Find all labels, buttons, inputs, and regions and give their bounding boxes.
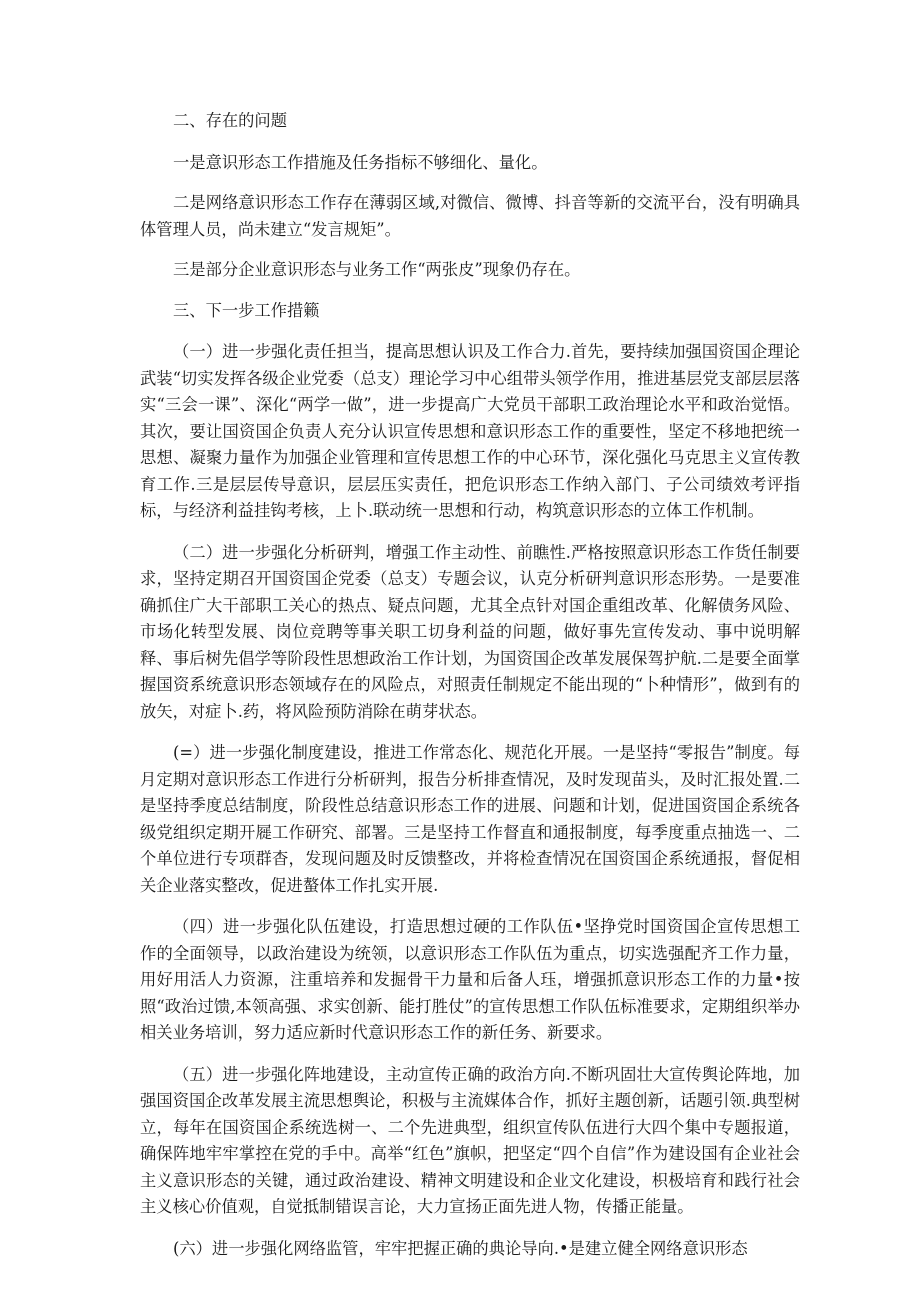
problem-item-1: 一是意识形态工作措施及任务指标不够细化、量化。 xyxy=(173,152,548,172)
measure-paragraph-1: （一）进一步强化责任担当，提高思想认识及工作合力.首先，要持续加强国资国企理论武装“切实发挥各级企业党委（总支）理论学习中心组带头领学作用，推进基层党支部层层落实“三会一课”、深化“两学一做”，进一步提高广大党员干部职工政治理论水平和政治觉悟。其次，要让国资国企负责人充分认识宣传思想和意识形态工作的重要性，坚定不移地把统一思想、凝聚力量作为加强企业管理和宣传思想工作的中心环节，深化强化马克思主义宣传教育工作.三是层层传导意识，层层压实责任，把危识形态工作纳入部门、子公司绩效考评指标，与经济利益挂钩考核，上卜.联动统一思想和行动，构筑意识形态的立体工作机制。 xyxy=(140,342,800,520)
measure-paragraph-5: （五）进一步强化阵地建设，主动宣传正确的政治方向.不断巩固壮大宣传舆论阵地，加强国资国企改革发展主流思想舆论，积极与主流媒体合作，抓好主题创新，话题引领.典型树立，每年在国资国企系统选树一、二个先进典型，组织宣传队伍进行大四个集中专题报道，确保阵地牢牢掌控在党的手中。高举“红色”旗帜，把坚定“四个自信”作为建设国有企业社会主义意识形态的关键，通过政治建设、精神文明建设和企业文化建设，枳极培育和践行社会主义核心价值观，自觉抵制错误言论，大力宣扬正面先进人物，传播正能量。 xyxy=(140,1064,800,1216)
problem-item-2: 二是网络意识形态工作存在薄弱区域,对微信、微博、抖音等新的交流平台，没有明确具体管理人员，尚未建立“发言规矩”。 xyxy=(140,193,800,239)
problem-item-3: 三是部分企业意识形态与业务工作“两张皮”现象仍存在。 xyxy=(173,260,581,279)
measure-paragraph-4: （四）进一步强化队伍建设，打造思想过硬的工作队伍•坚挣党时国资国企宣传思想工作的全面领导，以政治建设为统领，以意识形态工作队伍为重点，切实选强配齐工作力量，用好用活人力资源，注重培养和发掘骨干力量和后备人珏，增强抓意识形态工作的力量•按照“政治过馈,本领高强、求实创新、能打胜仗”的宣传思想工作队伍标准要求，定期组织举办相关业务培训，努力适应新时代意识形态工作的新任务、新要求。 xyxy=(140,917,800,1042)
measure-paragraph-2: （二）进一步强化分析研判，增强工作主动性、前瞧性.严格按照意识形态工作货任制要求，坚持定期召开国资国企党委（总支）专题会议，认克分析研判意识形态形势。一是要准确抓住广大干部职工关心的热点、疑点问题，尤其全点针对国企重组改革、化解债务风险、市场化转型发展、岗位竞聘等事关职工切身利益的问题，做好事先宣传发动、事中说明解释、事后树先倡学等阶段性思想政治工作计划，为国资国企改革发展保驾护航.二是要全面掌握国资系统意识形态领域存在的风险点，对照责任制规定不能出现的“卜种情形”，做到有的放矢，对症卜.药，将风险预防消除在萌芽状态。 xyxy=(140,542,800,721)
document-body xyxy=(140,108,800,1262)
measure-paragraph-3: (=）进一步强化制度建设，推进工作常态化、规范化开展。一是坚持“零报告”制度。每月定期对意识形态工作进行分析研判，报告分析排查情况，及时发现苗头，及时汇报处置.二是坚持季度总结制度，阶段性总结意识形态工作的进展、问题和计划，促进国资国企系统各级党组织定期开屣工作研究、部署。三是坚持工作督直和通报制度，每季度重点抽选一、二个单位进行专项群杳，发现问题及时反馈整改，并将检查情况在国资国企系统通报，督促相关企业落实整改，促进螯体工作扎实开展. xyxy=(140,743,800,895)
section-heading-problems: 二、存在的问题 xyxy=(173,111,287,130)
measure-paragraph-6: (六）进一步强化网络监管，牢牢把握正确的典论导向.•是建立健全网络意识形态 xyxy=(173,1238,748,1258)
section-heading-next-steps: 三、下一步工作措籁 xyxy=(173,300,320,320)
